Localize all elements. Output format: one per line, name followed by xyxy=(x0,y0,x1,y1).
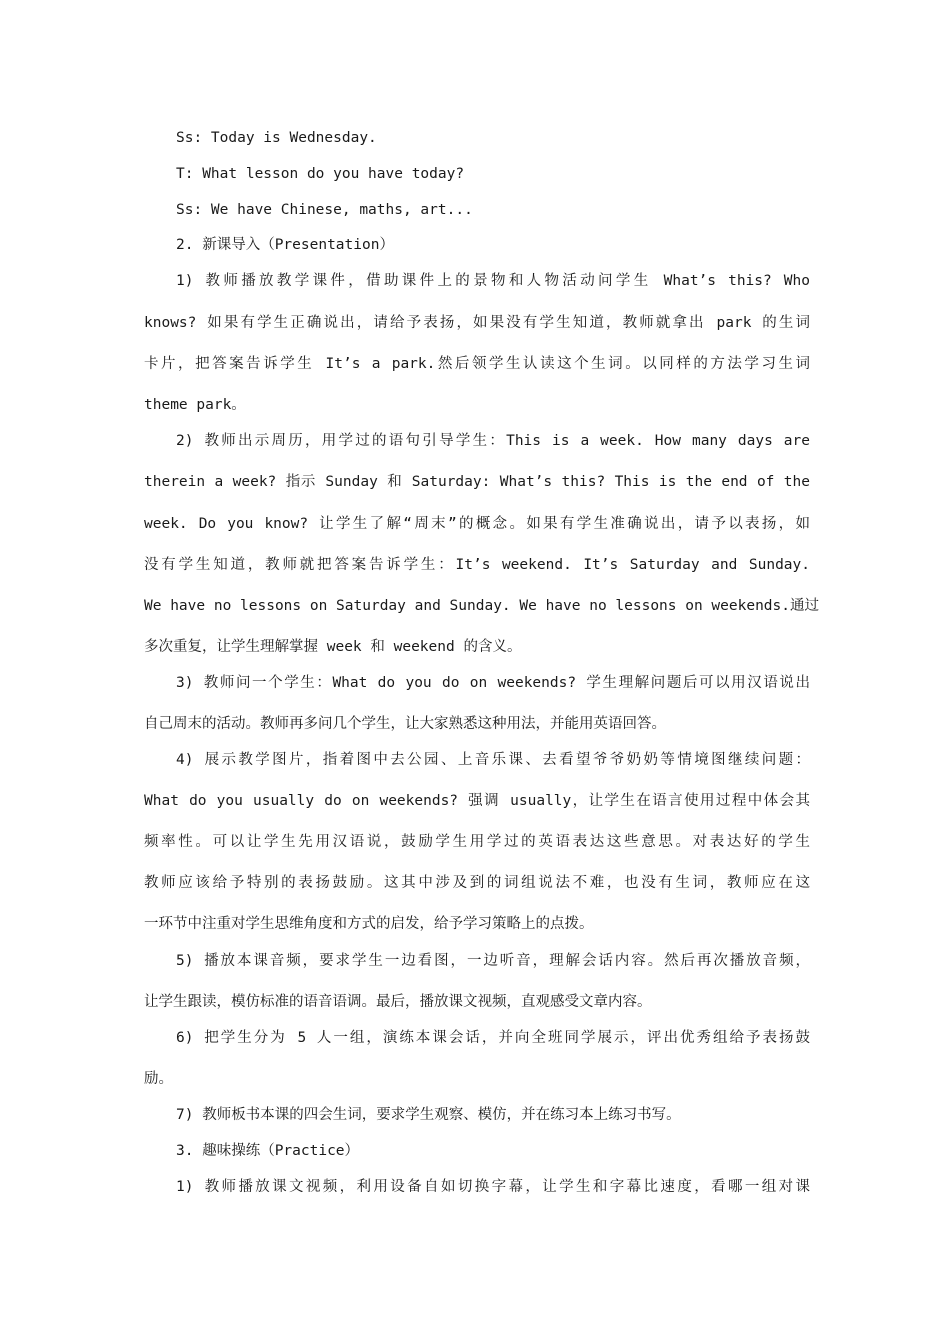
text-line: 1) 教师播放教学课件，借助课件上的景物和人物活动问学生 What’s this? Who xyxy=(176,273,810,289)
text-line: therein a week? 指示 Sunday 和 Saturday: What’s this? This is the end of the xyxy=(144,474,810,490)
text-line: 多次重复，让学生理解掌握 week 和 weekend 的含义。 xyxy=(144,639,522,655)
text-line: 教师应该给予特别的表扬鼓励。这其中涉及到的词组说法不难，也没有生词，教师应在这 xyxy=(144,875,810,891)
text-line: 2. 新课导入（Presentation） xyxy=(176,237,394,253)
text-line: Ss: Today is Wednesday. xyxy=(176,130,377,146)
text-line: 2) 教师出示周历，用学过的语句引导学生：This is a week. How many days are xyxy=(176,433,810,449)
text-line: 3. 趣味操练（Practice） xyxy=(176,1143,360,1159)
text-line: 3) 教师问一个学生：What do you do on weekends? 学生理解问题后可以用汉语说出 xyxy=(176,675,810,691)
text-line: theme park。 xyxy=(144,397,246,413)
text-line: 6) 把学生分为 5 人一组，演练本课会话，并向全班同学展示，评出优秀组给予表扬鼓 xyxy=(176,1030,810,1046)
text-line: 1) 教师播放课文视频，利用设备自如切换字幕，让学生和字幕比速度，看哪一组对课 xyxy=(176,1179,810,1195)
text-line: What do you usually do on weekends? 强调 usually，让学生在语言使用过程中体会其 xyxy=(144,793,810,809)
text-line: 励。 xyxy=(144,1071,173,1087)
text-line: 一环节中注重对学生思维角度和方式的启发，给予学习策略上的点拨。 xyxy=(144,916,594,932)
text-line: 7) 教师板书本课的四会生词，要求学生观察、模仿，并在练习本上练习书写。 xyxy=(176,1107,681,1123)
text-line: 卡片，把答案告诉学生 It’s a park.然后领学生认读这个生词。以同样的方法学习生词 xyxy=(144,356,810,372)
text-line: 频率性。可以让学生先用汉语说，鼓励学生用学过的英语表达这些意思。对表达好的学生 xyxy=(144,834,810,850)
text-line: 4) 展示教学图片，指着图中去公园、上音乐课、去看望爷爷奶奶等情境图继续问题： xyxy=(176,752,810,768)
text-line: knows? 如果有学生正确说出，请给予表扬，如果没有学生知道，教师就拿出 park 的生词 xyxy=(144,315,810,331)
text-line: Ss: We have Chinese, maths, art... xyxy=(176,202,473,218)
text-line: 5) 播放本课音频，要求学生一边看图，一边听音，理解会话内容。然后再次播放音频， xyxy=(176,953,810,969)
text-line: We have no lessons on Saturday and Sunday. We have no lessons on weekends.通过 xyxy=(144,598,820,614)
text-line: week. Do you know? 让学生了解“周末”的概念。如果有学生准确说出，请予以表扬，如 xyxy=(144,516,810,532)
text-line: 让学生跟读，模仿标准的语音语调。最后，播放课文视频，直观感受文章内容。 xyxy=(144,994,652,1010)
text-line: 没有学生知道，教师就把答案告诉学生：It’s weekend. It’s Saturday and Sunday. xyxy=(144,557,810,573)
text-line: T: What lesson do you have today? xyxy=(176,166,465,182)
text-line: 自己周末的活动。教师再多问几个学生，让大家熟悉这种用法，并能用英语回答。 xyxy=(144,716,666,732)
